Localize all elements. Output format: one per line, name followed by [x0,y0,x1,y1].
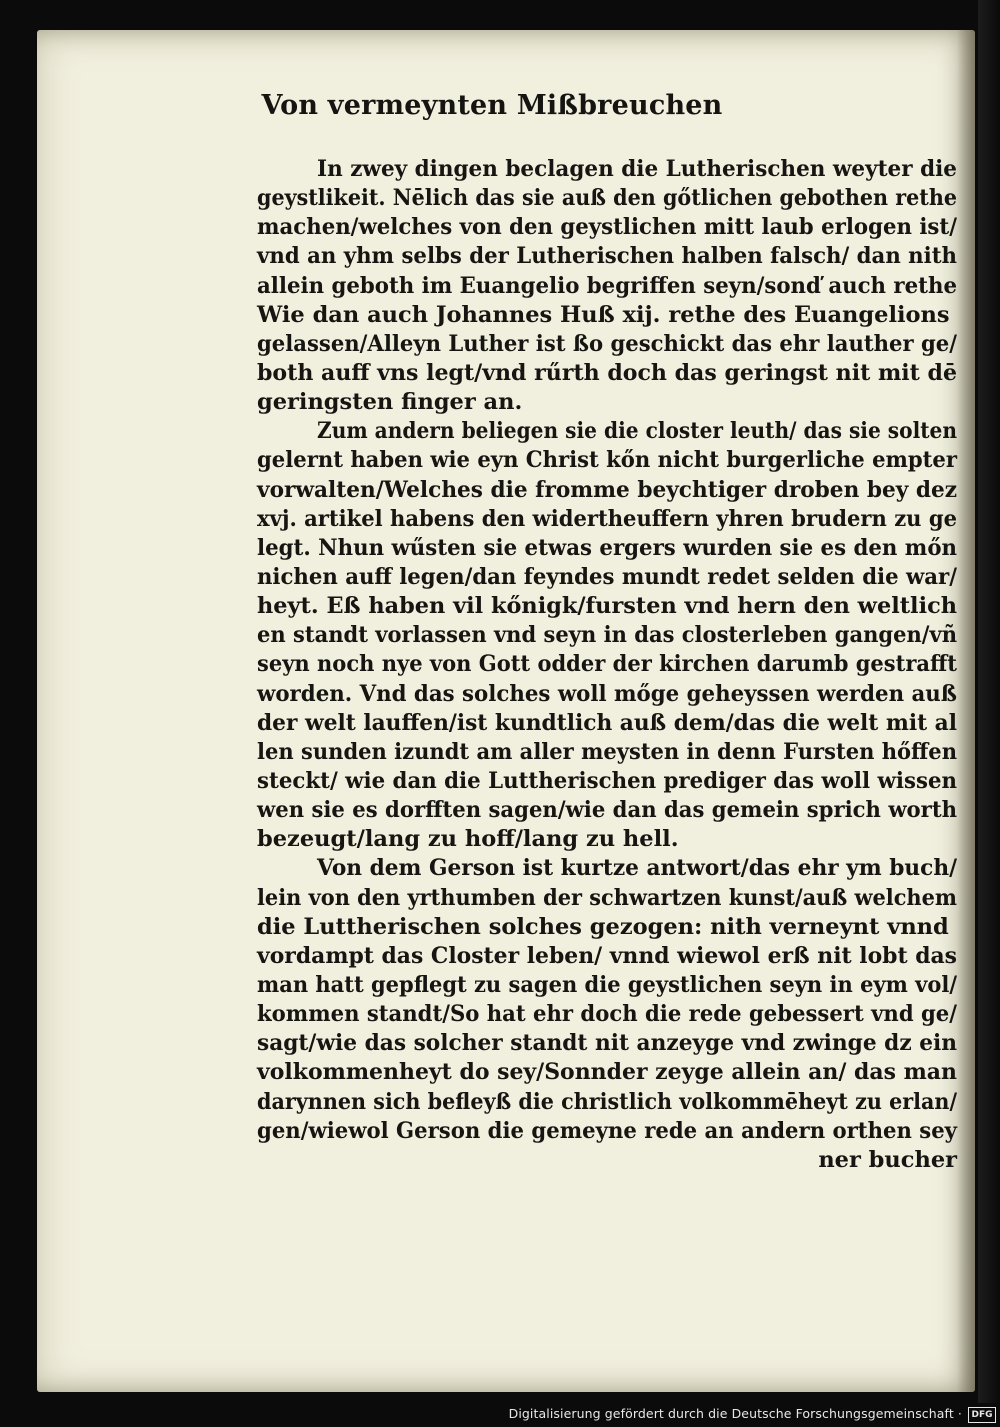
text-line: geringsten finger an. [257,389,523,416]
text-line: lein von den yrthumben der schwartzen kunst/auß welchem [257,884,957,911]
text-line: allein geboth im Euangelio begriffen seyn/sonď auch rethe [257,272,957,299]
text-line: die Luttherischen solches gezogen: nith verneynt vnnd [257,913,949,940]
text-line: vnd an yhm selbs der Lutherischen halben falsch/ dan nith [257,243,957,270]
text-line: machen/welches von den geystlichen mitt laub erlogen ist/ [257,214,957,241]
text-line: kommen standt/So hat ehr doch die rede gebessert vnd ge/ [257,1001,957,1028]
text-line: steckt/ wie dan die Luttherischen prediger das woll wissen [257,767,957,794]
funding-credit: Digitalisierung gefördert durch die Deutsche Forschungsgemeinschaft · [508,1406,962,1421]
text-line: wen sie es dorfften sagen/wie dan das gemein sprich worth [257,797,957,824]
text-line: both auff vns legt/vnd rűrth doch das geringst nit mit dē [257,359,957,386]
text-line: gen/wiewol Gerson die gemeyne rede an andern orthen sey [257,1117,957,1144]
text-line: worden. Vnd das solches woll mőge geheyssen werden auß [257,680,957,707]
text-line: Von dem Gerson ist kurtze antwort/das ehr ym buch/ [317,855,957,882]
text-line: heyt. Eß haben vil kőnigk/fursten vnd hern den weltlich [257,593,957,620]
text-line: gelassen/Alleyn Luther ist ßo geschickt das ehr lauther ge/ [257,330,957,357]
text-line: man hatt gepflegt zu sagen die geystlichen seyn in eym vol/ [257,971,957,998]
book-spine [978,0,1000,1427]
text-line: en standt vorlassen vnd seyn in das closterleben gangen/vñ [257,622,957,649]
text-line: legt. Nhun wűsten sie etwas ergers wurden sie es den mőn [257,534,957,561]
text-line: Zum andern beliegen sie die closter leuth/ das sie solten [317,418,957,445]
page-body-text [257,155,957,1175]
dfg-logo-icon: DFG [968,1407,996,1423]
text-line: bezeugt/lang zu hoff/lang zu hell. [257,826,679,853]
text-line: vordampt das Closter leben/ vnnd wiewol erß nit lobt das [257,942,957,969]
text-line: gelernt haben wie eyn Christ kőn nicht burgerliche empter [257,447,957,474]
text-line: xvj. artikel habens den widertheuffern yhren brudern zu ge [257,505,957,532]
text-line: In zwey dingen beclagen die Lutherischen weyter die [317,156,957,182]
catchword: ner bucher [818,1146,957,1173]
text-line: Wie dan auch Johannes Huß xij. rethe des Euangelions [257,301,950,328]
text-line: seyn noch nye von Gott odder der kirchen darumb gestrafft [257,651,957,678]
text-line: sagt/wie das solcher standt nit anzeyge vnd zwinge dz ein [257,1030,957,1057]
text-line: darynnen sich befleyß die christlich volkommēheyt zu erlan/ [257,1088,957,1115]
page-gutter-shadow [957,30,975,1392]
text-line: vorwalten/Welches die fromme beychtiger droben bey dez [257,476,957,503]
text-line: len sunden izundt am aller meysten in denn Fursten hőffen [257,738,957,765]
digitization-footer [0,1403,1000,1427]
text-line: geystlikeit. Nēlich das sie auß den gőtlichen gebothen rethe [257,185,957,212]
text-line: der welt lauffen/ist kundtlich auß dem/das die welt mit al [257,709,957,736]
text-line: nichen auff legen/dan feyndes mundt redet selden die war/ [257,563,957,590]
text-line: volkommenheyt do sey/Sonnder zeyge allein an/ das man [257,1059,957,1086]
running-title: Von vermeynten Mißbreuchen [261,90,723,121]
book-page [37,30,975,1392]
